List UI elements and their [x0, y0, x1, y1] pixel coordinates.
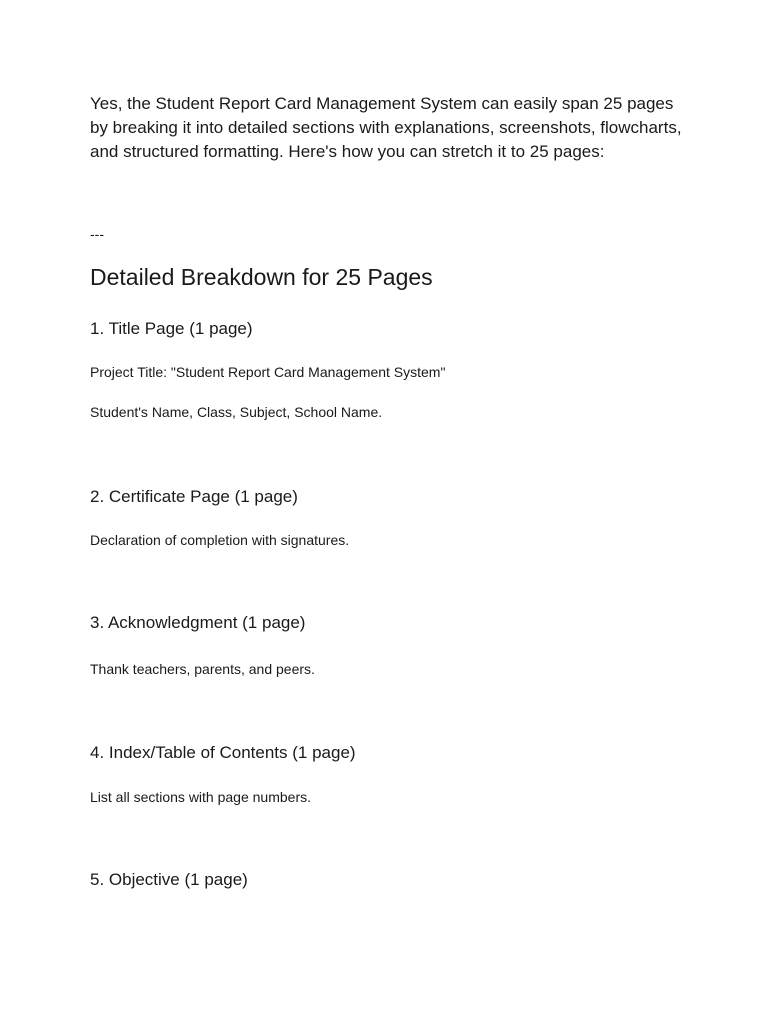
divider-text: ---	[90, 226, 104, 242]
section-line-list-sections: List all sections with page numbers.	[90, 789, 311, 805]
section-heading-title-page: 1. Title Page (1 page)	[90, 319, 253, 338]
section-line-declaration: Declaration of completion with signatures.	[90, 532, 350, 548]
section-line-project-title: Project Title: "Student Report Card Management System"	[90, 364, 446, 380]
section-heading-objective: 5. Objective (1 page)	[90, 870, 248, 889]
section-heading-certificate-page: 2. Certificate Page (1 page)	[90, 487, 298, 506]
section-heading-acknowledgment: 3. Acknowledgment (1 page)	[90, 613, 306, 632]
section-line-student-details: Student's Name, Class, Subject, School Name.	[90, 404, 383, 420]
section-line-thanks: Thank teachers, parents, and peers.	[90, 661, 315, 677]
main-heading: Detailed Breakdown for 25 Pages	[90, 264, 433, 290]
intro-paragraph: Yes, the Student Report Card Management System can easily span 25 pages by breaking it into detailed sections with explanations, screenshots, flowcharts, and structured formatting. Here's how you can stretch it to 25 pages:	[90, 94, 682, 161]
section-heading-index: 4. Index/Table of Contents (1 page)	[90, 743, 356, 762]
